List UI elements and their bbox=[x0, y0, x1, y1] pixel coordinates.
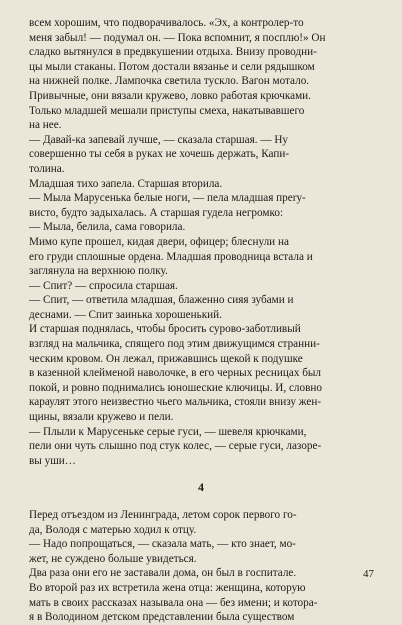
paragraph: — Надо попрощаться, — сказала мать, — кто знает, мо- жет, не суждено больше увидеться. bbox=[29, 538, 296, 565]
paragraph: — Спит? — спросила старшая. bbox=[29, 279, 178, 292]
paragraph: — Мыла Марусенька белые ноги, — пела младшая прery- висто, будто задыхалась. А старшая гудела негромко: bbox=[29, 192, 306, 219]
paragraph: — Мыла, белила, сама говорила. bbox=[29, 221, 186, 234]
paragraph: И старшая поднялась, чтобы бросить сурово-заботливый взгляд на мальчика, спящего под этим движущимся странни- ческим кровом. Он лежал, прижавшись щекой к подушке в казенной клейменой наволочке, в его черных ресницах был покой, и ровно поднимались юношеские ключицы. И, словно караулят этого неизвестно чьего мальчика, стояли внизу жен- щины, вязали кружево и пели. bbox=[29, 323, 322, 424]
paragraph: Младшая тихо запела. Старшая вторила. bbox=[29, 177, 223, 190]
paragraph: Два раза они его не заставали дома, он был в госпитале. Во второй раз их встретила жена отца: женщина, которую мать в своих рассказах называла она — без имени; и котора- я в Володином детском представлении была существом bbox=[29, 567, 318, 624]
paragraph: — Спит, — ответила младшая, блаженно сияя зубами и деснами. — Спит заинька хорошенький. bbox=[29, 294, 294, 321]
text-block-top bbox=[29, 16, 373, 468]
paragraph: Перед отъездом из Ленинграда, летом сорок первого го- да, Володя с матерью ходил к отцу. bbox=[29, 509, 297, 536]
text-block-bottom bbox=[29, 508, 373, 625]
paragraph: — Плыли к Марусеньке серые гуси, — шевеля крючками, пели они чуть слышно под стук колес, — серые гуси, лазоре- вы уши… bbox=[29, 425, 322, 467]
page-number: 47 bbox=[363, 568, 374, 581]
paragraph: Мимо купе прошел, кидая двери, офицер; блеснули на его груди сплошные ордена. Младшая проводница встала и заглянула на верхнюю полку. bbox=[29, 235, 313, 278]
paragraph: всем хорошим, что подворачивалось. «Эх, а контролер-то меня забыл! — подумал он. — Пока вспомнит, я посплю!» Он сладко вытянулся в предвкушении отдыха. Внизу проводни- цы мыли стаканы. Потом достали вязанье и сели рядышком на нижней полке. Лампочка светила тускло. Вагон мотало. Привычные, они вязали кружево, ловко работая крючками. Только младшей мешали приступы смеха, накатывавшего на нее. bbox=[29, 17, 326, 132]
section-number: 4 bbox=[198, 480, 204, 495]
paragraph: — Давай-ка запевай лучше, — сказала старшая. — Ну совершенно ты себя в руках не хочешь держать, Капи- толина. bbox=[29, 133, 290, 175]
